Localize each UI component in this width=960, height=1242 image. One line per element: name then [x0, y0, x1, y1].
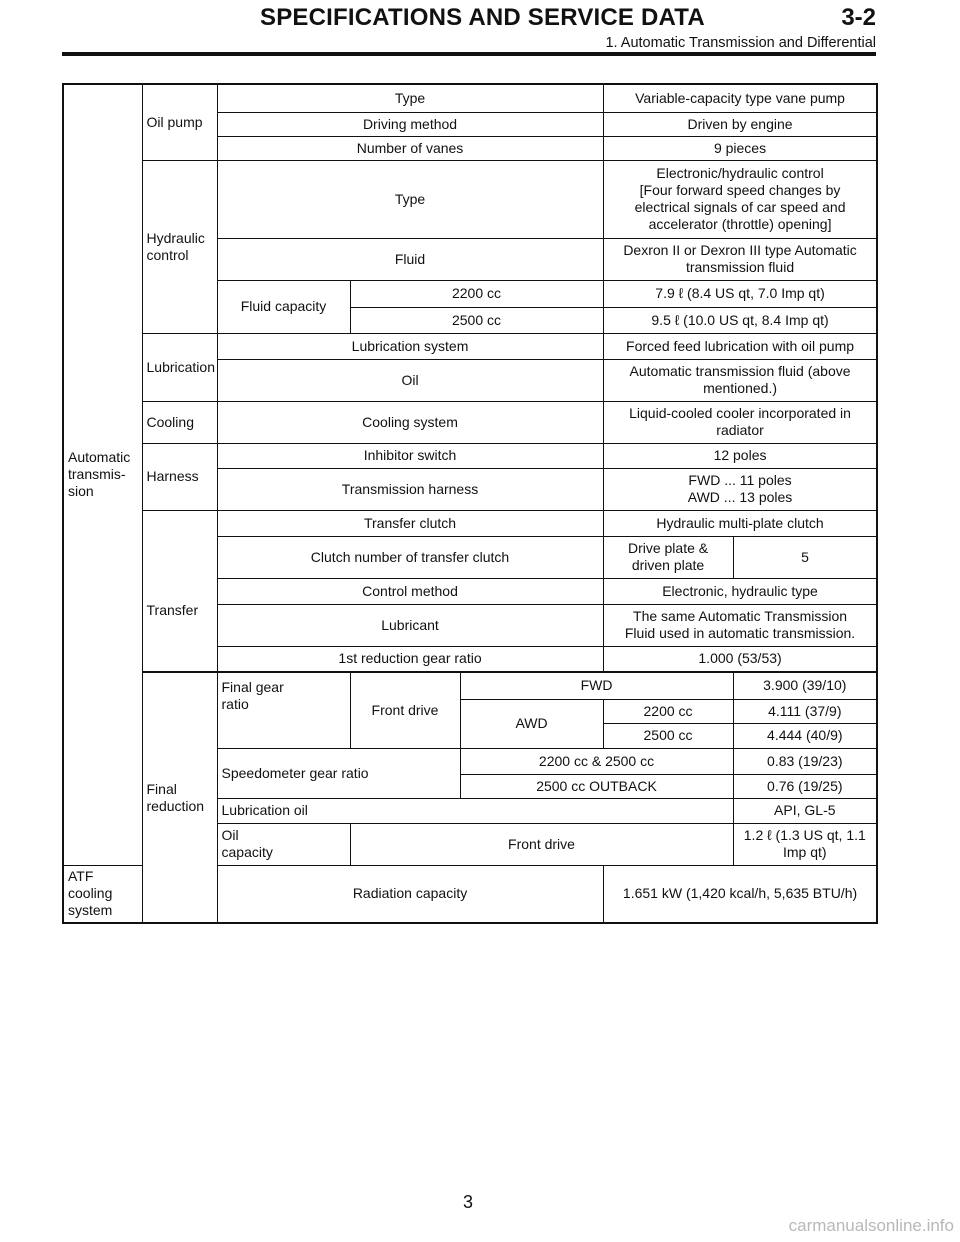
- speedometer-r1-value: 0.83 (19/23): [733, 748, 877, 774]
- control-method-label: Control method: [217, 578, 603, 604]
- table-row: [63, 443, 877, 468]
- awd-2500-value: 4.444 (40/9): [733, 723, 877, 748]
- hydraulic-type-value: Electronic/hydraulic control [Four forward speed changes by electrical signals of car speed and accelerator (throttle) opening]: [603, 160, 877, 238]
- table-row: [63, 333, 877, 359]
- lubricant-value: The same Automatic Transmission Fluid used in automatic transmission.: [603, 604, 877, 646]
- awd-2200-label: 2200 cc: [603, 699, 733, 723]
- lubrication-oil-label: Oil: [217, 359, 603, 401]
- table-row: [63, 401, 877, 443]
- radiation-capacity-label: Radiation capacity: [217, 865, 603, 923]
- driving-method-label: Driving method: [217, 112, 603, 136]
- drive-plate-label: Drive plate & driven plate: [603, 536, 733, 578]
- group-automatic-transmission: Automatic transmis- sion: [63, 84, 142, 865]
- cooling-system-value: Liquid-cooled cooler incorporated in radiator: [603, 401, 877, 443]
- oil-capacity-label: Oil capacity: [217, 823, 350, 865]
- oil-capacity-front-label: Front drive: [350, 823, 733, 865]
- clutch-number-label: Clutch number of transfer clutch: [217, 536, 603, 578]
- lubricant-label: Lubricant: [217, 604, 603, 646]
- table-row: [63, 160, 877, 238]
- inhibitor-switch-value: 12 poles: [603, 443, 877, 468]
- speedometer-r2-value: 0.76 (19/25): [733, 774, 877, 798]
- drive-plate-value: 5: [733, 536, 877, 578]
- watermark: carmanualsonline.info: [788, 1216, 954, 1235]
- fluid-value: Dexron II or Dexron III type Automatic transmission fluid: [603, 238, 877, 280]
- lubrication-oil-final-label: Lubrication oil: [217, 798, 733, 823]
- oil-capacity-value: 1.2 ℓ (1.3 US qt, 1.1 Imp qt): [733, 823, 877, 865]
- driving-method-value: Driven by engine: [603, 112, 877, 136]
- transmission-harness-value: FWD ... 11 poles AWD ... 13 poles: [603, 468, 877, 510]
- oil-pump-type-label: Type: [217, 84, 603, 112]
- hydraulic-control-label: Hydraulic control: [142, 160, 217, 333]
- table-row: [63, 510, 877, 536]
- section-title: SPECIFICATIONS AND SERVICE DATA: [260, 4, 705, 31]
- awd-label: AWD: [460, 699, 603, 748]
- speedometer-r1-label: 2200 cc & 2500 cc: [460, 748, 733, 774]
- fwd-value: 3.900 (39/10): [733, 672, 877, 699]
- awd-2500-label: 2500 cc: [603, 723, 733, 748]
- speedometer-r2-label: 2500 cc OUTBACK: [460, 774, 733, 798]
- capacity-2200-label: 2200 cc: [350, 280, 603, 307]
- page-number: 3: [462, 1192, 473, 1212]
- lubrication-system-label: Lubrication system: [217, 333, 603, 359]
- lubrication-system-value: Forced feed lubrication with oil pump: [603, 333, 877, 359]
- control-method-value: Electronic, hydraulic type: [603, 578, 877, 604]
- capacity-2500-label: 2500 cc: [350, 307, 603, 333]
- section-subtitle: 1. Automatic Transmission and Differential: [605, 35, 876, 51]
- inhibitor-switch-label: Inhibitor switch: [217, 443, 603, 468]
- front-drive-label: Front drive: [350, 672, 460, 748]
- transfer-clutch-value: Hydraulic multi-plate clutch: [603, 510, 877, 536]
- header-rule: [62, 52, 876, 56]
- vanes-value: 9 pieces: [603, 136, 877, 160]
- oil-pump-label: Oil pump: [142, 84, 217, 160]
- awd-2200-value: 4.111 (37/9): [733, 699, 877, 723]
- radiation-capacity-value: 1.651 kW (1,420 kcal/h, 5,635 BTU/h): [603, 865, 877, 923]
- table-row: [63, 84, 877, 112]
- reduction-ratio-value: 1.000 (53/53): [603, 646, 877, 672]
- lubrication-oil-final-value: API, GL-5: [733, 798, 877, 823]
- speedometer-label: Speedometer gear ratio: [217, 748, 460, 798]
- fwd-label: FWD: [460, 672, 733, 699]
- oil-pump-type-value: Variable-capacity type vane pump: [603, 84, 877, 112]
- lubrication-oil-value: Automatic transmission fluid (above mentioned.): [603, 359, 877, 401]
- capacity-2500-value: 9.5 ℓ (10.0 US qt, 8.4 Imp qt): [603, 307, 877, 333]
- capacity-2200-value: 7.9 ℓ (8.4 US qt, 7.0 Imp qt): [603, 280, 877, 307]
- section-number: 3-2: [841, 4, 876, 31]
- cooling-label: Cooling: [142, 401, 217, 443]
- atf-cooling-label: ATF cooling system: [63, 865, 142, 923]
- harness-label: Harness: [142, 443, 217, 510]
- specifications-table: [62, 83, 878, 924]
- final-gear-label: Final gear ratio: [217, 672, 350, 748]
- table-row: [63, 672, 877, 699]
- lubrication-label: Lubrication: [142, 333, 217, 401]
- transfer-clutch-label: Transfer clutch: [217, 510, 603, 536]
- transmission-harness-label: Transmission harness: [217, 468, 603, 510]
- transfer-label: Transfer: [142, 510, 217, 672]
- cooling-system-label: Cooling system: [217, 401, 603, 443]
- fluid-label: Fluid: [217, 238, 603, 280]
- reduction-ratio-label: 1st reduction gear ratio: [217, 646, 603, 672]
- hydraulic-type-label: Type: [217, 160, 603, 238]
- group-final-reduction: Final reduction: [142, 672, 217, 923]
- fluid-capacity-label: Fluid capacity: [217, 280, 350, 333]
- vanes-label: Number of vanes: [217, 136, 603, 160]
